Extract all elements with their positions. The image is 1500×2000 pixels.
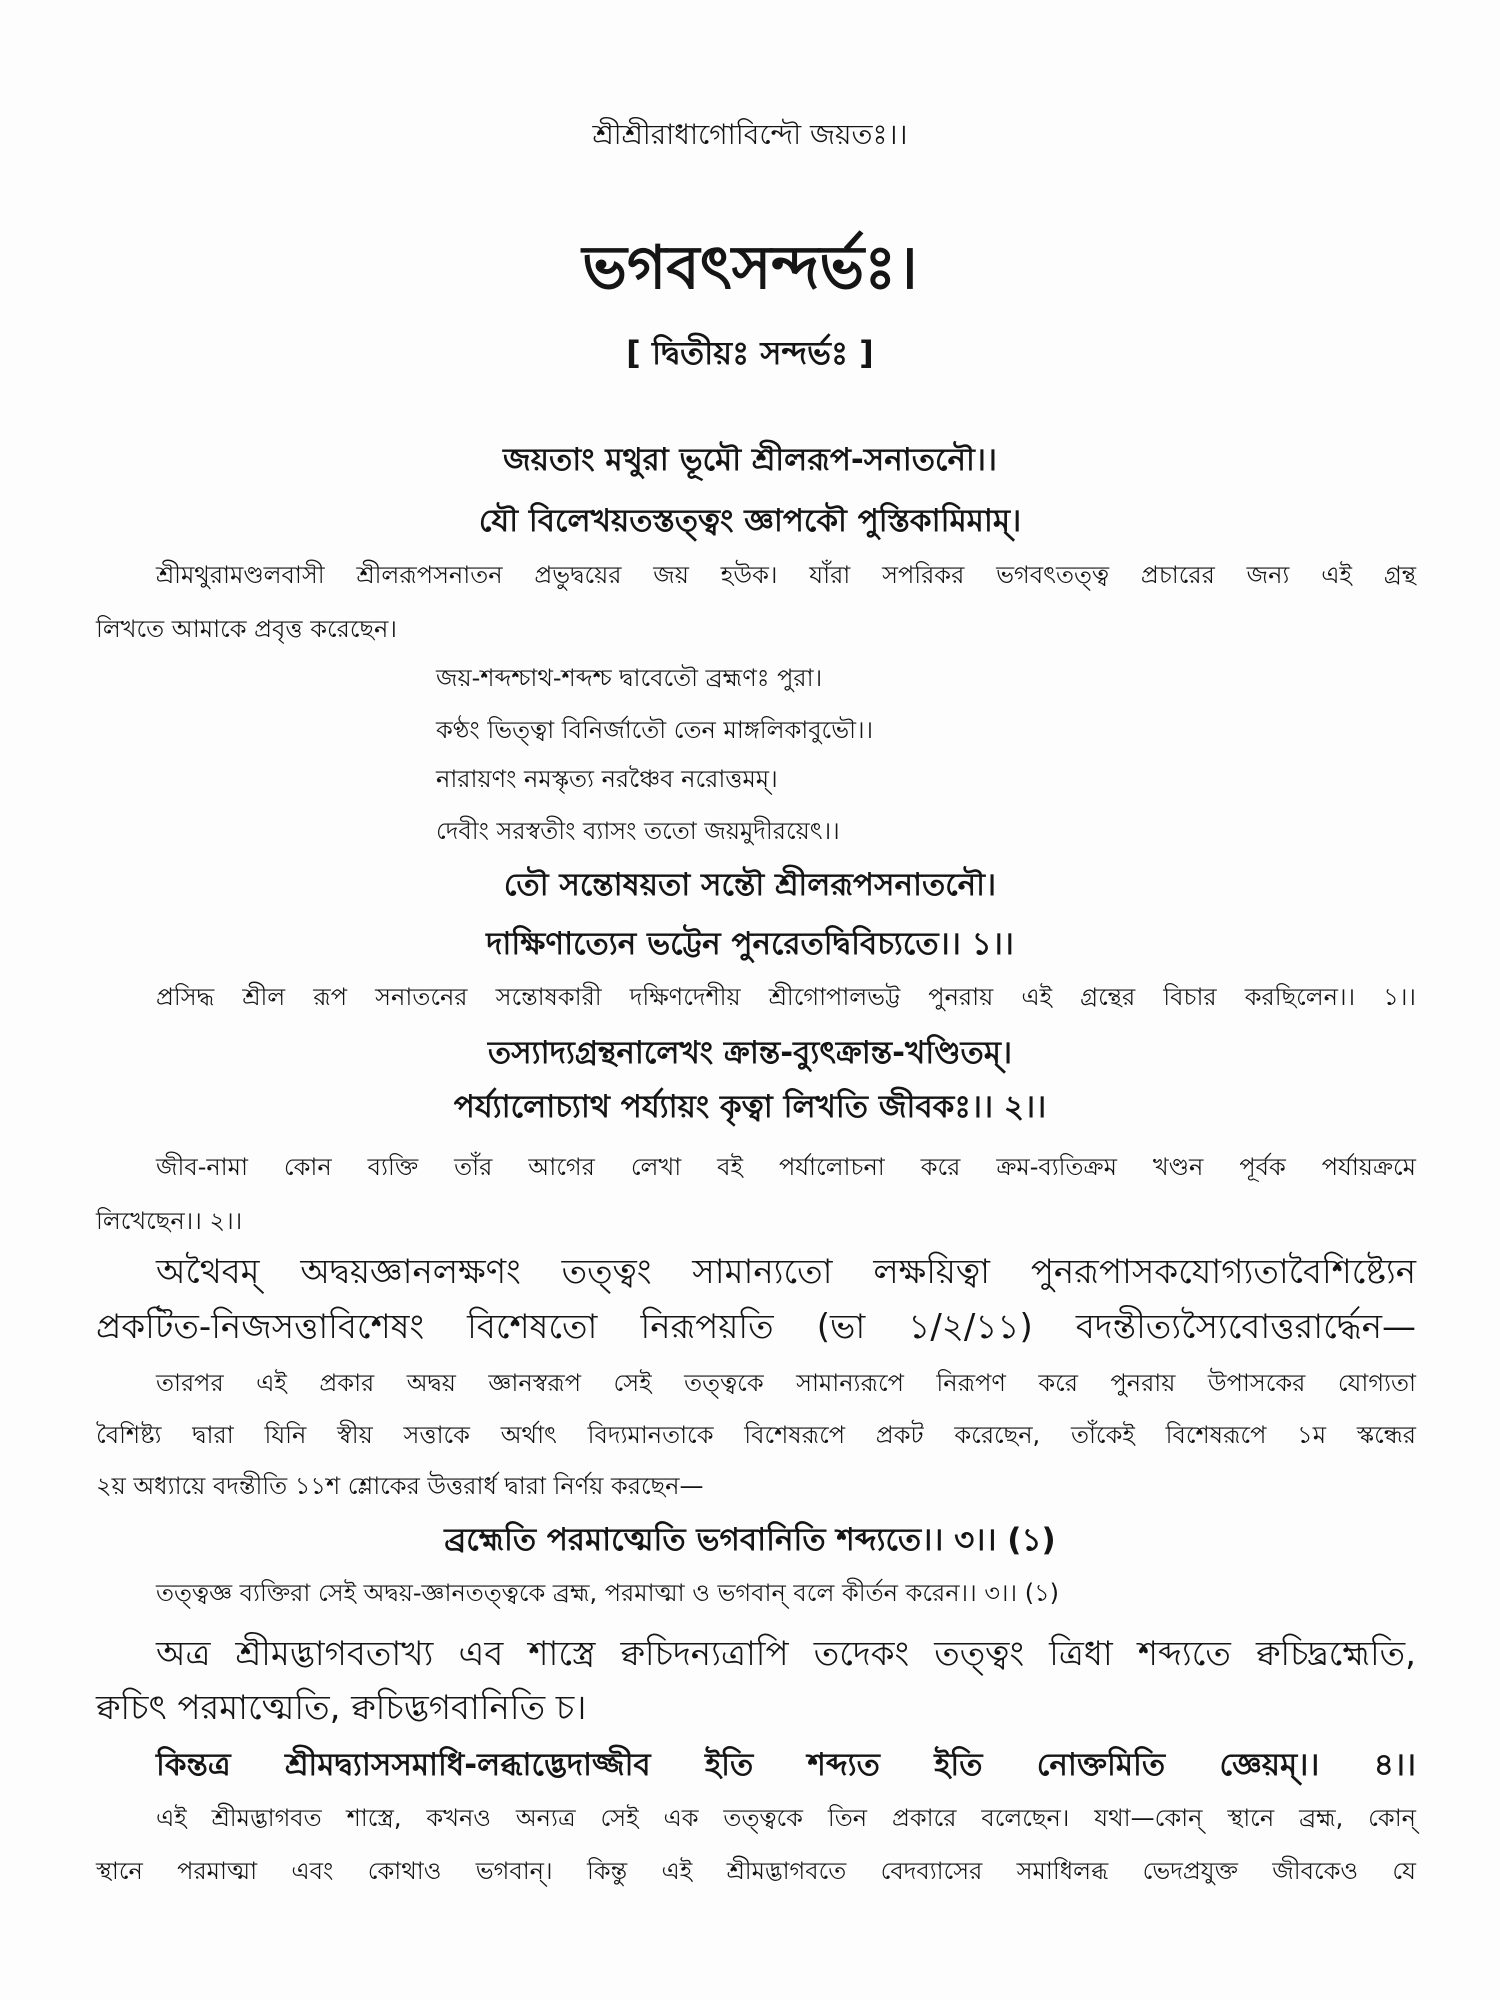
text-line: কিন্তত্র শ্রীমদ্ব্যাসসমাধি-লব্ধাদ্ভেদাজ্জীব ইতি শব্দ্যত ইতি নোক্তমিতি জ্ঞেয়ম্।। ৪।। xyxy=(156,1747,1416,1783)
verse-line: কণ্ঠং ভিত্ত্বা বিনির্জাতৌ তেন মাঙ্গলিকাবুভৌ।। xyxy=(436,716,874,744)
verse-line: তৌ সন্তোষয়তা সন্তৌ শ্রীলরূপসনাতনৌ। xyxy=(503,867,997,903)
translation-line: তত্ত্বজ্ঞ ব্যক্তিরা সেই অদ্বয়-জ্ঞানতত্ত্বকে ব্রহ্ম, পরমাত্মা ও ভগবান্ বলে কীর্তন করেন।। ৩।। (১) xyxy=(156,1579,1060,1607)
verse-line: তস্যাদ্যগ্রন্থনালেখং ক্রান্ত-ব্যুৎক্রান্ত-খণ্ডিতম্। xyxy=(487,1035,1013,1071)
translation-line: প্রসিদ্ধ শ্রীল রূপ সনাতনের সন্তোষকারী দক্ষিণদেশীয় শ্রীগোপালভট্ট পুনরায় এই গ্রন্থের বিচার করছিলেন।। ১।। xyxy=(156,983,1416,1011)
translation-line: স্থানে পরমাত্মা এবং কোথাও ভগবান্। কিন্তু এই শ্রীমদ্ভাগবতে বেদব্যাসের সমাধিলব্ধ ভেদপ্রযুক্ত জীবকেও যে xyxy=(96,1857,1416,1885)
translation-line: শ্রীমথুরামণ্ডলবাসী শ্রীলরূপসনাতন প্রভুদ্বয়ের জয় হউক। যাঁরা সপরিকর ভগবৎতত্ত্ব প্রচারের জন্য এই গ্রন্থ xyxy=(156,561,1416,589)
page-subtitle: [ দ্বিতীয়ঃ সন্দর্ভঃ ] xyxy=(626,334,874,372)
verse-line: ব্রহ্মেতি পরমাত্মেতি ভগবানিতি শব্দ্যতে।। ৩।। (১) xyxy=(444,1522,1056,1558)
verse-line: জয়তাং মথুরা ভূমৌ শ্রীলরূপ-সনাতনৌ।। xyxy=(503,442,997,478)
verse-line: দেবীং সরস্বতীং ব্যাসং ততো জয়মুদীরয়েৎ।। xyxy=(436,817,840,845)
verse-line: জয়-শব্দশ্চাথ-শব্দশ্চ দ্বাবেতৌ ব্রহ্মণঃ পুরা। xyxy=(436,664,823,692)
page-title: ভগবৎসন্দর্ভঃ। xyxy=(582,233,918,303)
text-line: প্রকটিত-নিজসত্তাবিশেষং বিশেষতো নিরূপয়তি (ভা ১/২/১১) বদন্তীত্যস্যৈবোত্তরার্দ্ধেন— xyxy=(96,1307,1416,1347)
verse-line: দাক্ষিণাত্যেন ভট্টেন পুনরেতদ্বিবিচ্যতে।। ১।। xyxy=(486,926,1014,962)
translation-line: এই শ্রীমদ্ভাগবত শাস্ত্রে, কখনও অন্যত্র সেই এক তত্ত্বকে তিন প্রকারে বলেছেন। যথা—কোন্ স্থানে ব্রহ্ম, কোন্ xyxy=(156,1804,1416,1832)
translation-line: লিখেছেন।। ২।। xyxy=(96,1207,243,1235)
translation-line: লিখতে আমাকে প্রবৃত্ত করেছেন। xyxy=(96,615,397,643)
translation-line: তারপর এই প্রকার অদ্বয় জ্ঞানস্বরূপ সেই তত্ত্বকে সামান্যরূপে নিরূপণ করে পুনরায় উপাসকের যোগ্যতা xyxy=(156,1369,1416,1397)
verse-line: নারায়ণং নমস্কৃত্য নরঞ্চৈব নরোত্তমম্। xyxy=(436,765,778,793)
text-line: ক্বচিৎ পরমাত্মেতি, ক্বচিদ্ভগবানিতি চ। xyxy=(96,1688,587,1728)
text-line: অত্র শ্রীমদ্ভাগবতাখ্য এব শাস্ত্রে ক্বচিদন্যত্রাপি তদেকং তত্ত্বং ত্রিধা শব্দ্যতে ক্বচিদ্ব্রহ্মেতি, xyxy=(156,1634,1416,1674)
translation-line: বৈশিষ্ট্য দ্বারা যিনি স্বীয় সত্তাকে অর্থাৎ বিদ্যমানতাকে বিশেষরূপে প্রকট করেছেন, তাঁকেই বিশেষরূপে ১ম স্কন্ধের xyxy=(96,1421,1416,1449)
verse-line: পর্য্যালোচ্যাথ পর্য্যায়ং কৃত্বা লিখতি জীবকঃ।। ২।। xyxy=(453,1089,1047,1125)
text-line: অথৈবম্ অদ্বয়জ্ঞানলক্ষণং তত্ত্বং সামান্যতো লক্ষয়িত্বা পুনরূপাসকযোগ্যতাবৈশিষ্ট্যেন xyxy=(156,1252,1416,1292)
invocation-header: শ্রীশ্রীরাধাগোবিন্দৌ জয়তঃ।। xyxy=(592,118,908,151)
translation-line: জীব-নামা কোন ব্যক্তি তাঁর আগের লেখা বই পর্যালোচনা করে ক্রম-ব্যতিক্রম খণ্ডন পূর্বক পর্যায়ক্রমে xyxy=(156,1153,1416,1181)
translation-line: ২য় অধ্যায়ে বদন্তীতি ১১শ শ্লোকের উত্তরার্ধ দ্বারা নির্ণয় করছেন— xyxy=(96,1472,704,1500)
verse-line: যৌ বিলেখয়তস্তত্ত্বং জ্ঞাপকৌ পুস্তিকামিমাম্। xyxy=(478,503,1022,539)
